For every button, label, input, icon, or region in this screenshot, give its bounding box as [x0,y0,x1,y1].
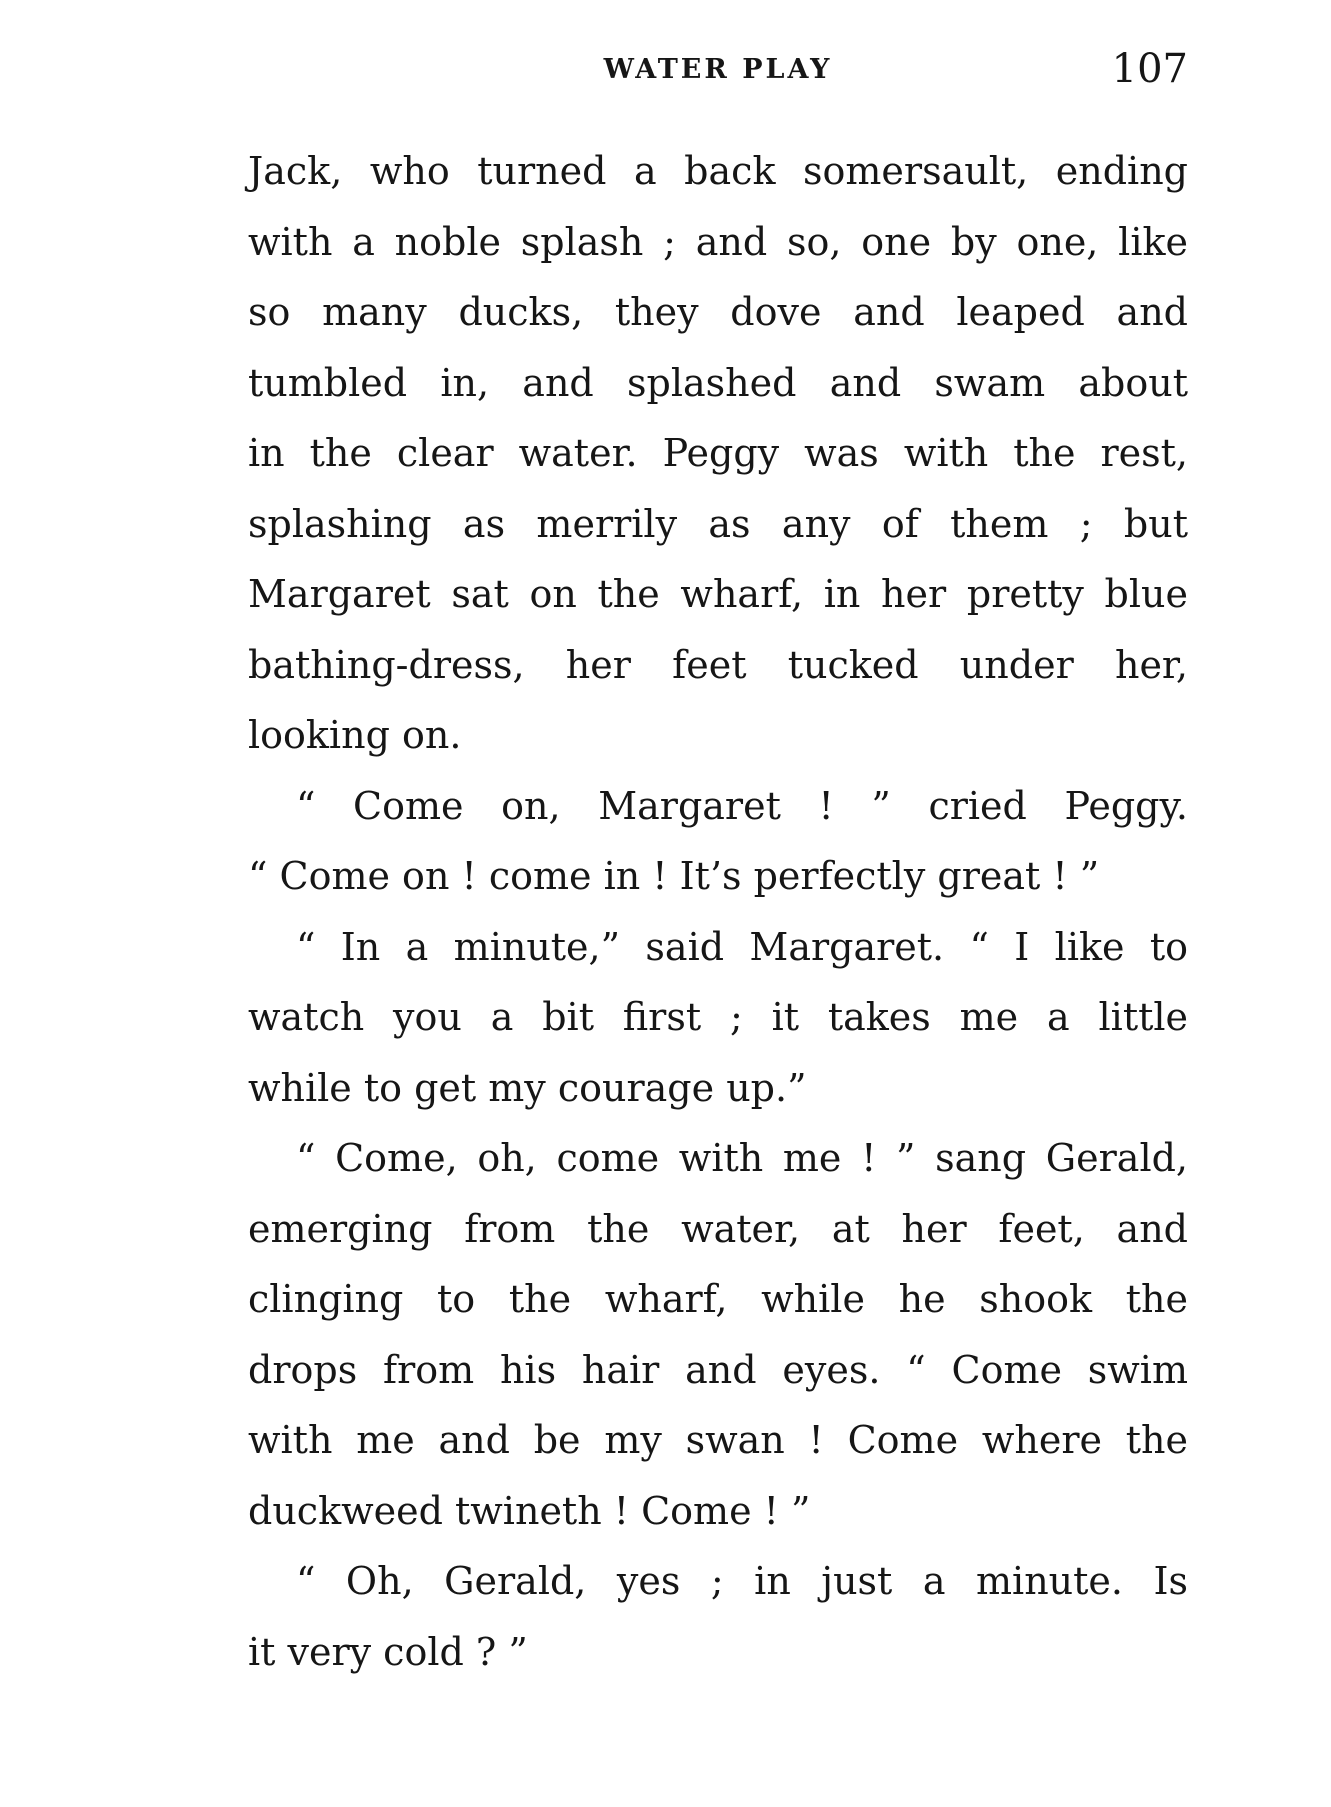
text-line: “ Come, oh, come with me ! ” sang Gerald, [296,1136,1188,1180]
text-line: with a noble splash ; and so, one by one, like [248,219,1188,264]
text-line: splashing as merrily as any of them ; but [248,501,1188,546]
text-line: watch you a bit first ; it takes me a little [248,995,1188,1039]
text-line: in the clear water. Peggy was with the rest, [248,431,1188,475]
text-line: drops from his hair and eyes. “ Come swim [248,1347,1188,1392]
paragraph [248,1546,1188,1687]
text-line: bathing-dress, her feet tucked under her, [248,642,1188,687]
text-line: Jack, who turned a back somersault, ending [248,149,1188,193]
running-title: WATER PLAY [603,54,833,85]
paragraph [248,1123,1188,1546]
text-line: it very cold ? ” [248,1629,528,1674]
text-line: while to get my courage up.” [248,1065,807,1110]
text-line: duckweed twineth ! Come ! ” [248,1488,811,1533]
body-text [248,136,1188,1687]
text-line: Margaret sat on the wharf, in her pretty blue [248,572,1188,616]
text-line: emerging from the water, at her feet, and [248,1206,1188,1251]
running-head [248,46,1188,96]
text-line: looking on. [248,713,462,757]
text-line: “ Oh, Gerald, yes ; in just a minute. Is [296,1559,1188,1603]
paragraph [248,912,1188,1124]
text-line: clinging to the wharf, while he shook the [248,1277,1188,1321]
text-line: with me and be my swan ! Come where the [248,1418,1188,1462]
text-line: “ In a minute,” said Margaret. “ I like to [296,924,1188,969]
paragraph [248,771,1188,912]
page-number: 107 [1111,46,1188,92]
text-line: “ Come on, Margaret ! ” cried Peggy. [296,783,1188,828]
text-line: so many ducks, they dove and leaped and [248,290,1188,334]
paragraph [248,136,1188,771]
text-line: tumbled in, and splashed and swam about [248,360,1188,405]
text-line: “ Come on ! come in ! It’s perfectly great ! ” [248,854,1100,898]
